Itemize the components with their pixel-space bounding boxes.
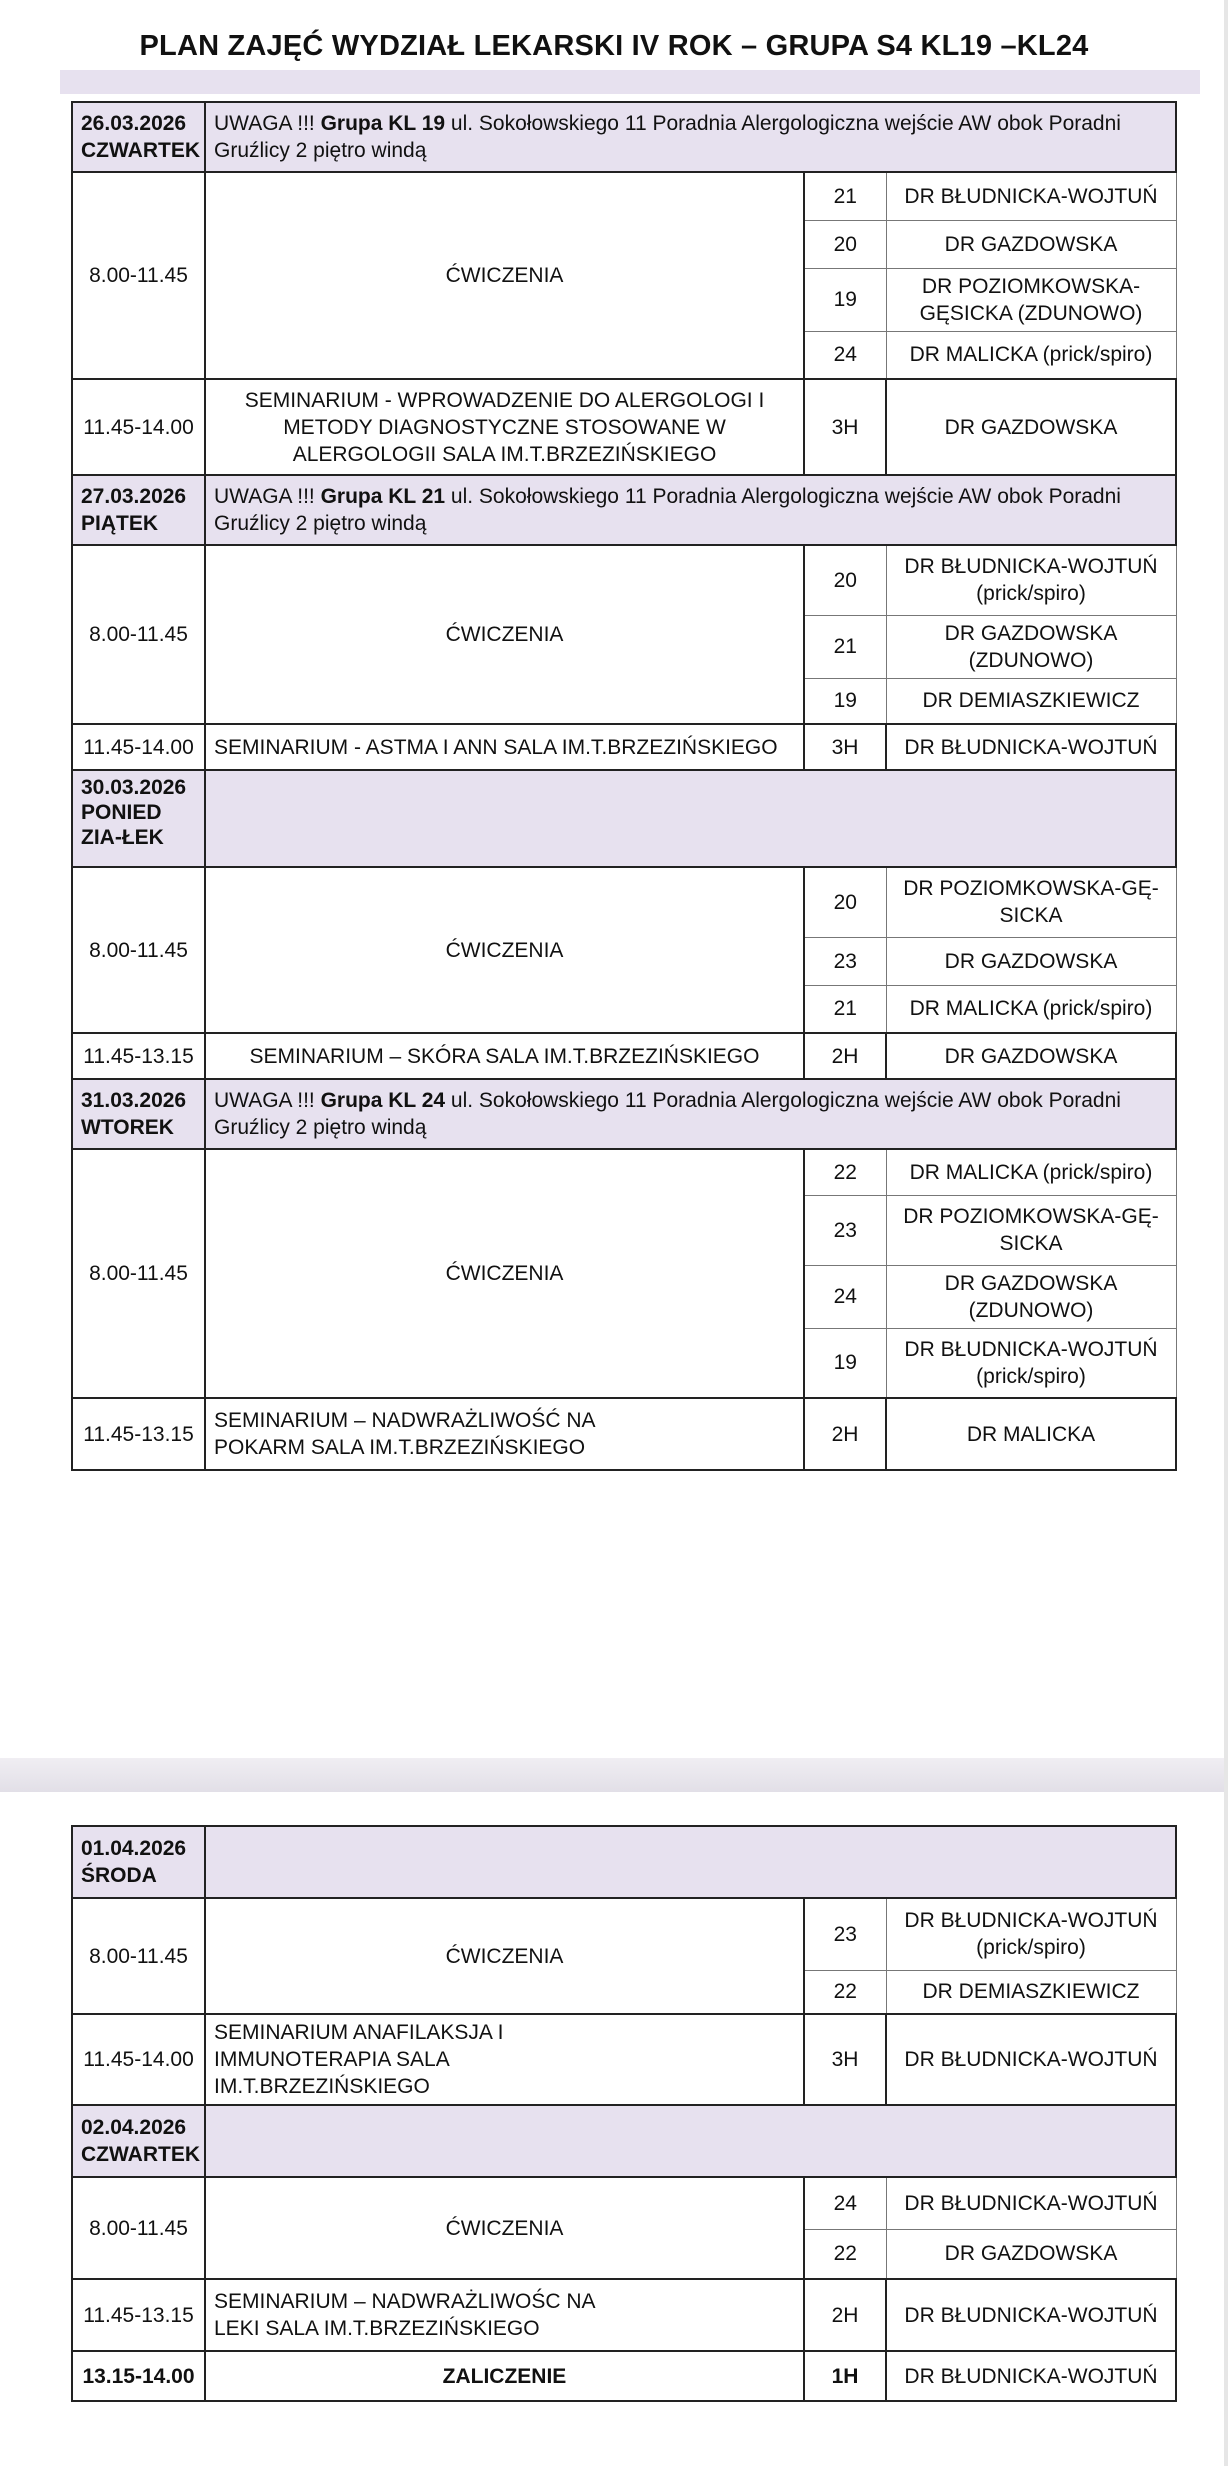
day-header — [72, 1826, 1176, 1898]
practice-label: ĆWICZENIA — [205, 172, 804, 379]
room-doctor: DR POZIOMKOWSKA-GĘSICKA (ZDUNOWO) — [886, 268, 1176, 331]
seminar-hours: 2H — [804, 1033, 886, 1079]
day-note-empty — [205, 770, 1176, 867]
seminar-row — [72, 1398, 1176, 1470]
seminar-row — [72, 379, 1176, 475]
table-row — [72, 2177, 1176, 2229]
room-number: 22 — [804, 1149, 886, 1195]
seminar-topic: SEMINARIUM ANAFILAKSJA I IMMUNOTERAPIA SALA IM.T.BRZEZIŃSKIEGO — [205, 2014, 804, 2105]
day-note-empty — [205, 1826, 1176, 1898]
room-doctor: DR BŁUDNICKA-WOJTUŃ — [886, 2177, 1176, 2229]
seminar-time: 11.45-14.00 — [72, 379, 205, 475]
room-number: 19 — [804, 268, 886, 331]
day-note — [205, 102, 1176, 172]
room-doctor: DR DEMIASZKIEWICZ — [886, 1970, 1176, 2014]
seminar-row — [72, 2279, 1176, 2351]
note-prefix: UWAGA !!! — [214, 1089, 321, 1112]
room-number: 21 — [804, 615, 886, 678]
room-number: 20 — [804, 545, 886, 615]
seminar-hours: 2H — [804, 1398, 886, 1470]
room-number: 23 — [804, 937, 886, 985]
room-doctor: DR POZIOMKOWSKA-GĘ-SICKA — [886, 867, 1176, 937]
room-doctor: DR BŁUDNICKA-WOJTUŃ (prick/spiro) — [886, 1898, 1176, 1970]
page-title: PLAN ZAJĘĆ WYDZIAŁ LEKARSKI IV ROK – GRUPA S4 KL19 –KL24 — [139, 30, 1089, 62]
practice-label: ĆWICZENIA — [205, 1898, 804, 2014]
practice-time: 8.00-11.45 — [72, 2177, 205, 2279]
room-doctor: DR GAZDOWSKA — [886, 2229, 1176, 2279]
practice-label: ĆWICZENIA — [205, 867, 804, 1033]
seminar-time: 11.45-13.15 — [72, 1398, 205, 1470]
seminar-doctor: DR BŁUDNICKA-WOJTUŃ — [886, 724, 1176, 770]
room-number: 24 — [804, 1265, 886, 1328]
table-row — [72, 545, 1176, 615]
room-doctor: DR BŁUDNICKA-WOJTUŃ (prick/spiro) — [886, 1328, 1176, 1398]
room-number: 24 — [804, 331, 886, 379]
note-group: Grupa KL 21 — [320, 485, 446, 508]
day-date: 01.04.2026 — [81, 1837, 187, 1860]
seminar-row — [72, 1033, 1176, 1079]
day-weekday: WTOREK — [81, 1116, 174, 1139]
seminar-hours: 3H — [804, 724, 886, 770]
seminar-hours: 2H — [804, 2279, 886, 2351]
room-number: 19 — [804, 678, 886, 724]
note-text: ul. Sokołowskiego 11 Poradnia Alergologiczna wejście AW obok Poradni Gruźlicy 2 piętro windą — [214, 1089, 1121, 1139]
seminar-time: 11.45-13.15 — [72, 2279, 205, 2351]
day-weekday: PONIEDZIA-ŁEK — [81, 801, 164, 849]
note-text: ul. Sokołowskiego 11 Poradnia Alergologiczna wejście AW obok Poradni Gruźlicy 2 piętro windą — [214, 485, 1121, 535]
day-date: 31.03.2026 — [81, 1089, 187, 1112]
exam-label: ZALICZENIE — [205, 2351, 804, 2401]
room-doctor: DR GAZDOWSKA (ZDUNOWO) — [886, 1265, 1176, 1328]
room-doctor: DR MALICKA (prick/spiro) — [886, 331, 1176, 379]
day-date-cell — [72, 102, 205, 172]
seminar-row — [72, 724, 1176, 770]
room-doctor: DR BŁUDNICKA-WOJTUŃ — [886, 172, 1176, 220]
schedule-table-page-1 — [71, 101, 1177, 1471]
room-number: 20 — [804, 220, 886, 268]
day-weekday: ŚRODA — [81, 1864, 157, 1887]
seminar-topic: SEMINARIUM – NADWRAŻLIWOŚĆ NA POKARM SALA IM.T.BRZEZIŃSKIEGO — [205, 1398, 804, 1470]
page-edge — [1224, 0, 1228, 2466]
room-doctor: DR GAZDOWSKA — [886, 220, 1176, 268]
day-date: 26.03.2026 — [81, 112, 187, 135]
room-number: 22 — [804, 2229, 886, 2279]
room-number: 20 — [804, 867, 886, 937]
practice-time: 8.00-11.45 — [72, 545, 205, 724]
day-note-empty — [205, 2105, 1176, 2177]
day-weekday: PIĄTEK — [81, 512, 159, 535]
note-group: Grupa KL 24 — [320, 1089, 446, 1112]
practice-time: 8.00-11.45 — [72, 1898, 205, 2014]
seminar-time: 11.45-14.00 — [72, 2014, 205, 2105]
seminar-time: 11.45-14.00 — [72, 724, 205, 770]
note-group: Grupa KL 19 — [320, 112, 446, 135]
day-header — [72, 1079, 1176, 1149]
day-header — [72, 475, 1176, 545]
practice-time: 8.00-11.45 — [72, 172, 205, 379]
room-doctor: DR BŁUDNICKA-WOJTUŃ (prick/spiro) — [886, 545, 1176, 615]
room-doctor: DR MALICKA (prick/spiro) — [886, 1149, 1176, 1195]
seminar-topic: SEMINARIUM - ASTMA I ANN SALA IM.T.BRZEZIŃSKIEGO — [205, 724, 804, 770]
day-weekday: CZWARTEK — [81, 139, 200, 162]
day-header — [72, 102, 1176, 172]
seminar-topic: SEMINARIUM – NADWRAŻLIWOŚC NA LEKI SALA IM.T.BRZEZIŃSKIEGO — [205, 2279, 804, 2351]
page-break — [0, 1758, 1228, 1792]
day-date-cell — [72, 2105, 205, 2177]
practice-time: 8.00-11.45 — [72, 1149, 205, 1398]
room-doctor: DR GAZDOWSKA (ZDUNOWO) — [886, 615, 1176, 678]
room-number: 23 — [804, 1195, 886, 1265]
room-number: 22 — [804, 1970, 886, 2014]
note-prefix: UWAGA !!! — [214, 112, 321, 135]
day-date: 27.03.2026 — [81, 485, 187, 508]
table-row — [72, 867, 1176, 937]
room-number: 24 — [804, 2177, 886, 2229]
table-row — [72, 172, 1176, 220]
seminar-doctor: DR BŁUDNICKA-WOJTUŃ — [886, 2279, 1176, 2351]
room-doctor: DR DEMIASZKIEWICZ — [886, 678, 1176, 724]
seminar-topic: SEMINARIUM - WPROWADZENIE DO ALERGOLOGI I METODY DIAGNOSTYCZNE STOSOWANE W ALERGOLOGII SALA IM.T.BRZEZIŃSKIEGO — [205, 379, 804, 475]
table-row — [72, 1898, 1176, 1970]
seminar-topic: SEMINARIUM – SKÓRA SALA IM.T.BRZEZIŃSKIEGO — [205, 1033, 804, 1079]
room-number: 21 — [804, 172, 886, 220]
room-number: 21 — [804, 985, 886, 1033]
seminar-row — [72, 2014, 1176, 2105]
day-weekday: CZWARTEK — [81, 2143, 200, 2166]
seminar-time: 11.45-13.15 — [72, 1033, 205, 1079]
room-doctor: DR POZIOMKOWSKA-GĘ-SICKA — [886, 1195, 1176, 1265]
room-number: 19 — [804, 1328, 886, 1398]
table-row — [72, 1149, 1176, 1195]
seminar-hours: 3H — [804, 2014, 886, 2105]
exam-row — [72, 2351, 1176, 2401]
title-band — [60, 70, 1200, 94]
day-date: 02.04.2026 — [81, 2116, 187, 2139]
seminar-hours: 3H — [804, 379, 886, 475]
practice-time: 8.00-11.45 — [72, 867, 205, 1033]
day-note — [205, 1079, 1176, 1149]
seminar-doctor: DR GAZDOWSKA — [886, 379, 1176, 475]
day-note — [205, 475, 1176, 545]
practice-label: ĆWICZENIA — [205, 1149, 804, 1398]
note-text: ul. Sokołowskiego 11 Poradnia Alergologiczna wejście AW obok Poradni Gruźlicy 2 piętro windą — [214, 112, 1121, 162]
practice-label: ĆWICZENIA — [205, 545, 804, 724]
note-prefix: UWAGA !!! — [214, 485, 321, 508]
day-date-cell — [72, 770, 205, 867]
exam-time: 13.15-14.00 — [72, 2351, 205, 2401]
room-number: 23 — [804, 1898, 886, 1970]
day-date: 30.03.2026 — [81, 776, 187, 799]
exam-hours: 1H — [804, 2351, 886, 2401]
seminar-doctor: DR MALICKA — [886, 1398, 1176, 1470]
seminar-doctor: DR GAZDOWSKA — [886, 1033, 1176, 1079]
seminar-doctor: DR BŁUDNICKA-WOJTUŃ — [886, 2014, 1176, 2105]
practice-label: ĆWICZENIA — [205, 2177, 804, 2279]
schedule-table-page-2 — [71, 1825, 1177, 2402]
day-date-cell — [72, 1079, 205, 1149]
day-header — [72, 2105, 1176, 2177]
day-date-cell — [72, 475, 205, 545]
room-doctor: DR GAZDOWSKA — [886, 937, 1176, 985]
room-doctor: DR MALICKA (prick/spiro) — [886, 985, 1176, 1033]
day-header — [72, 770, 1176, 867]
exam-doctor: DR BŁUDNICKA-WOJTUŃ — [886, 2351, 1176, 2401]
day-date-cell — [72, 1826, 205, 1898]
